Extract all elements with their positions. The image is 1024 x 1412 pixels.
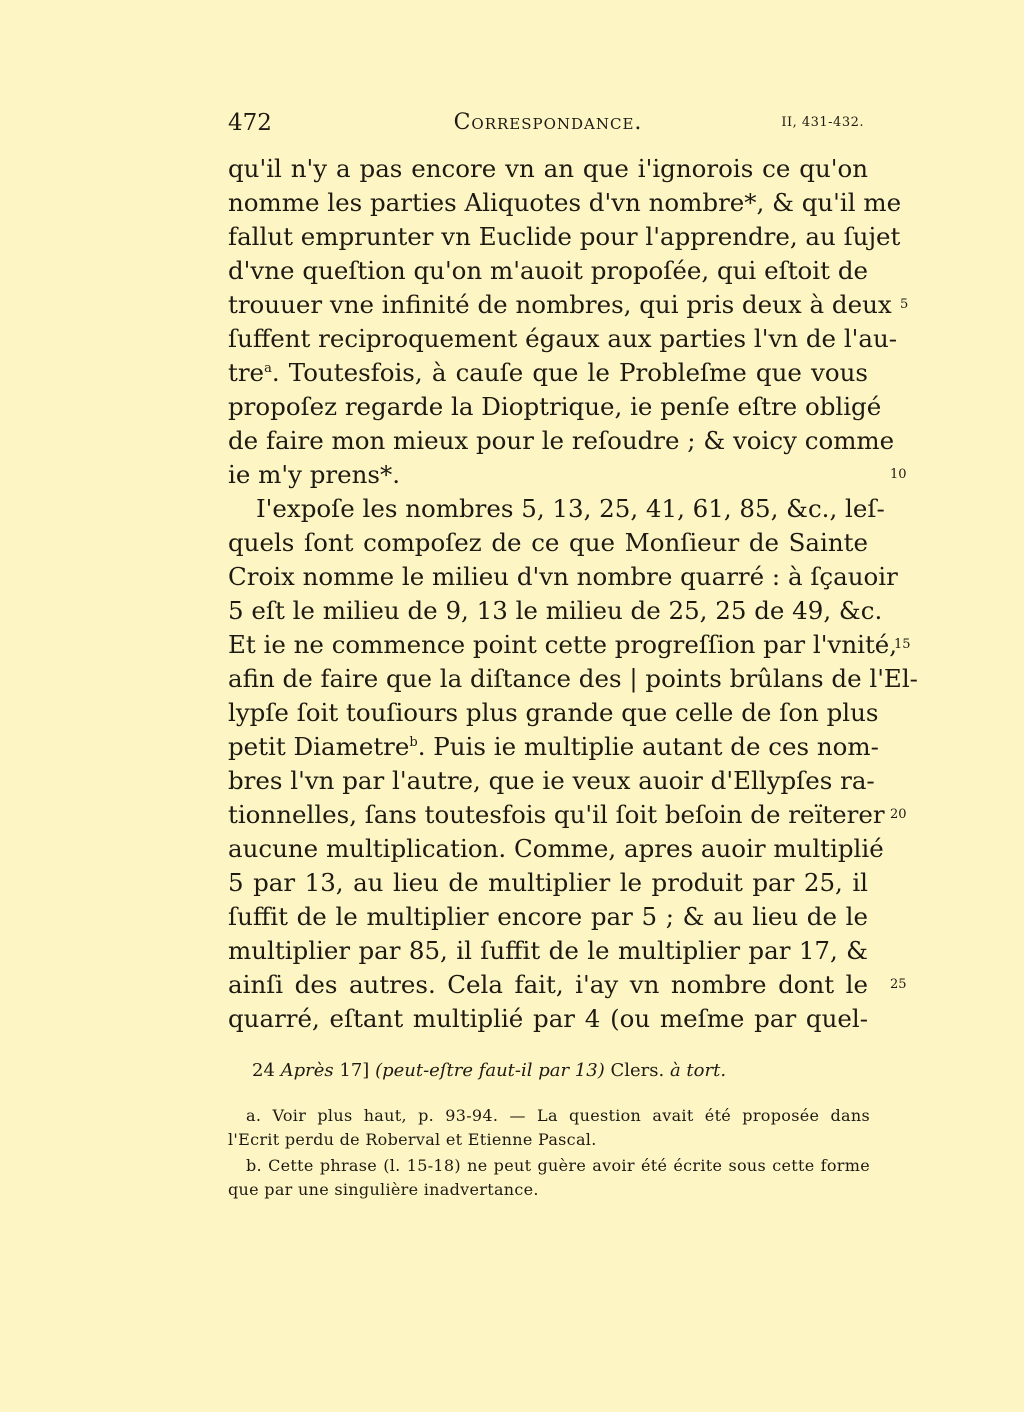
running-head: Correspondance.: [453, 110, 643, 135]
text-line: 5 eſt le milieu de 9, 13 le milieu de 25, 25 de 49, &c.: [228, 596, 883, 625]
text-line: ainſi des autres. Cela fait, i'ay vn nombre dont le: [228, 970, 868, 999]
footnote-marker-a[interactable]: a: [264, 360, 272, 376]
apparatus-lemma: Après: [280, 1060, 334, 1081]
apparatus-source: Clers.: [610, 1060, 665, 1081]
apparatus-verdict: à tort.: [669, 1060, 727, 1081]
footnote-b-continued: que par une singulière inadvertance.: [228, 1180, 539, 1199]
text-line: afin de faire que la diſtance des | points brûlans de l'El-: [228, 664, 918, 693]
footnote-marker-b[interactable]: b: [409, 734, 418, 750]
text-line: Croix nomme le milieu d'vn nombre quarré : à ſçauoir: [228, 562, 898, 591]
text-line: Et ie ne commence point cette progreſſion par l'vnité,: [228, 630, 898, 659]
text-line: ſuffent reciproquement égaux aux parties l'vn de l'au-: [228, 324, 898, 353]
text-line: d'vne queſtion qu'on m'auoit propoſée, qui eſtoit de: [228, 256, 868, 285]
apparatus-line-ref: 24: [252, 1060, 275, 1081]
text-line: qu'il n'y a pas encore vn an que i'ignorois ce qu'on: [228, 154, 868, 183]
footnote-a-continued: l'Ecrit perdu de Roberval et Etienne Pascal.: [228, 1130, 597, 1149]
text-line: 5 par 13, au lieu de multiplier le produit par 25, il: [228, 868, 868, 897]
line-number: 15: [894, 637, 911, 652]
apparatus-number: 17]: [339, 1060, 370, 1081]
text-line: quels ſont compoſez de ce que Monſieur de Sainte: [228, 528, 868, 557]
apparatus-reading: (peut-eſtre faut-il par 13): [375, 1060, 605, 1081]
line-number: 25: [890, 977, 907, 992]
line-number: 20: [890, 807, 907, 822]
text-line: lypſe ſoit touſiours plus grande que celle de ſon plus: [228, 698, 879, 727]
text-line: ſuffit de le multiplier encore par 5 ; & au lieu de le: [228, 902, 868, 931]
critical-apparatus: [252, 1058, 726, 1084]
volume-reference: II, 431-432.: [781, 115, 864, 130]
line-number: 10: [890, 467, 907, 482]
text-line: aucune multiplication. Comme, apres auoir multiplié: [228, 834, 884, 863]
page-header: [228, 108, 868, 142]
text-line: de faire mon mieux pour le reſoudre ; & voicy comme: [228, 426, 895, 455]
text-line: tre$^a$. Toutesfois, à cauſe que le Probleſme que vous: [228, 358, 868, 387]
footnote-a: a. Voir plus haut, p. 93-94. — La question avait été proposée dans: [246, 1106, 870, 1125]
text-line: bres l'vn par l'autre, que ie veux auoir d'Ellypſes ra-: [228, 766, 875, 795]
text-line: I'expoſe les nombres 5, 13, 25, 41, 61, 85, &c., leſ-: [256, 494, 885, 523]
text-line: ie m'y prens*.: [228, 460, 401, 489]
text-line: propoſez regarde la Dioptrique, ie penſe eſtre obligé: [228, 392, 882, 421]
text-line: fallut emprunter vn Euclide pour l'apprendre, au ſujet: [228, 222, 901, 251]
text-line: quarré, eſtant multiplié par 4 (ou meſme par quel-: [228, 1004, 868, 1033]
text-line: trouuer vne infinité de nombres, qui pris deux à deux: [228, 290, 892, 319]
footnote-b: b. Cette phrase (l. 15-18) ne peut guère avoir été écrite sous cette forme: [246, 1156, 870, 1175]
line-number: 5: [900, 297, 909, 312]
text-line: multiplier par 85, il ſuffit de le multiplier par 17, &: [228, 936, 868, 965]
text-line: petit Diametre$^b$. Puis ie multiplie autant de ces nom-: [228, 732, 879, 761]
text-line: tionnelles, ſans toutesfois qu'il ſoit beſoin de reïterer: [228, 800, 885, 829]
text-line: nomme les parties Aliquotes d'vn nombre*, & qu'il me: [228, 188, 902, 217]
page-number: 472: [228, 110, 272, 136]
